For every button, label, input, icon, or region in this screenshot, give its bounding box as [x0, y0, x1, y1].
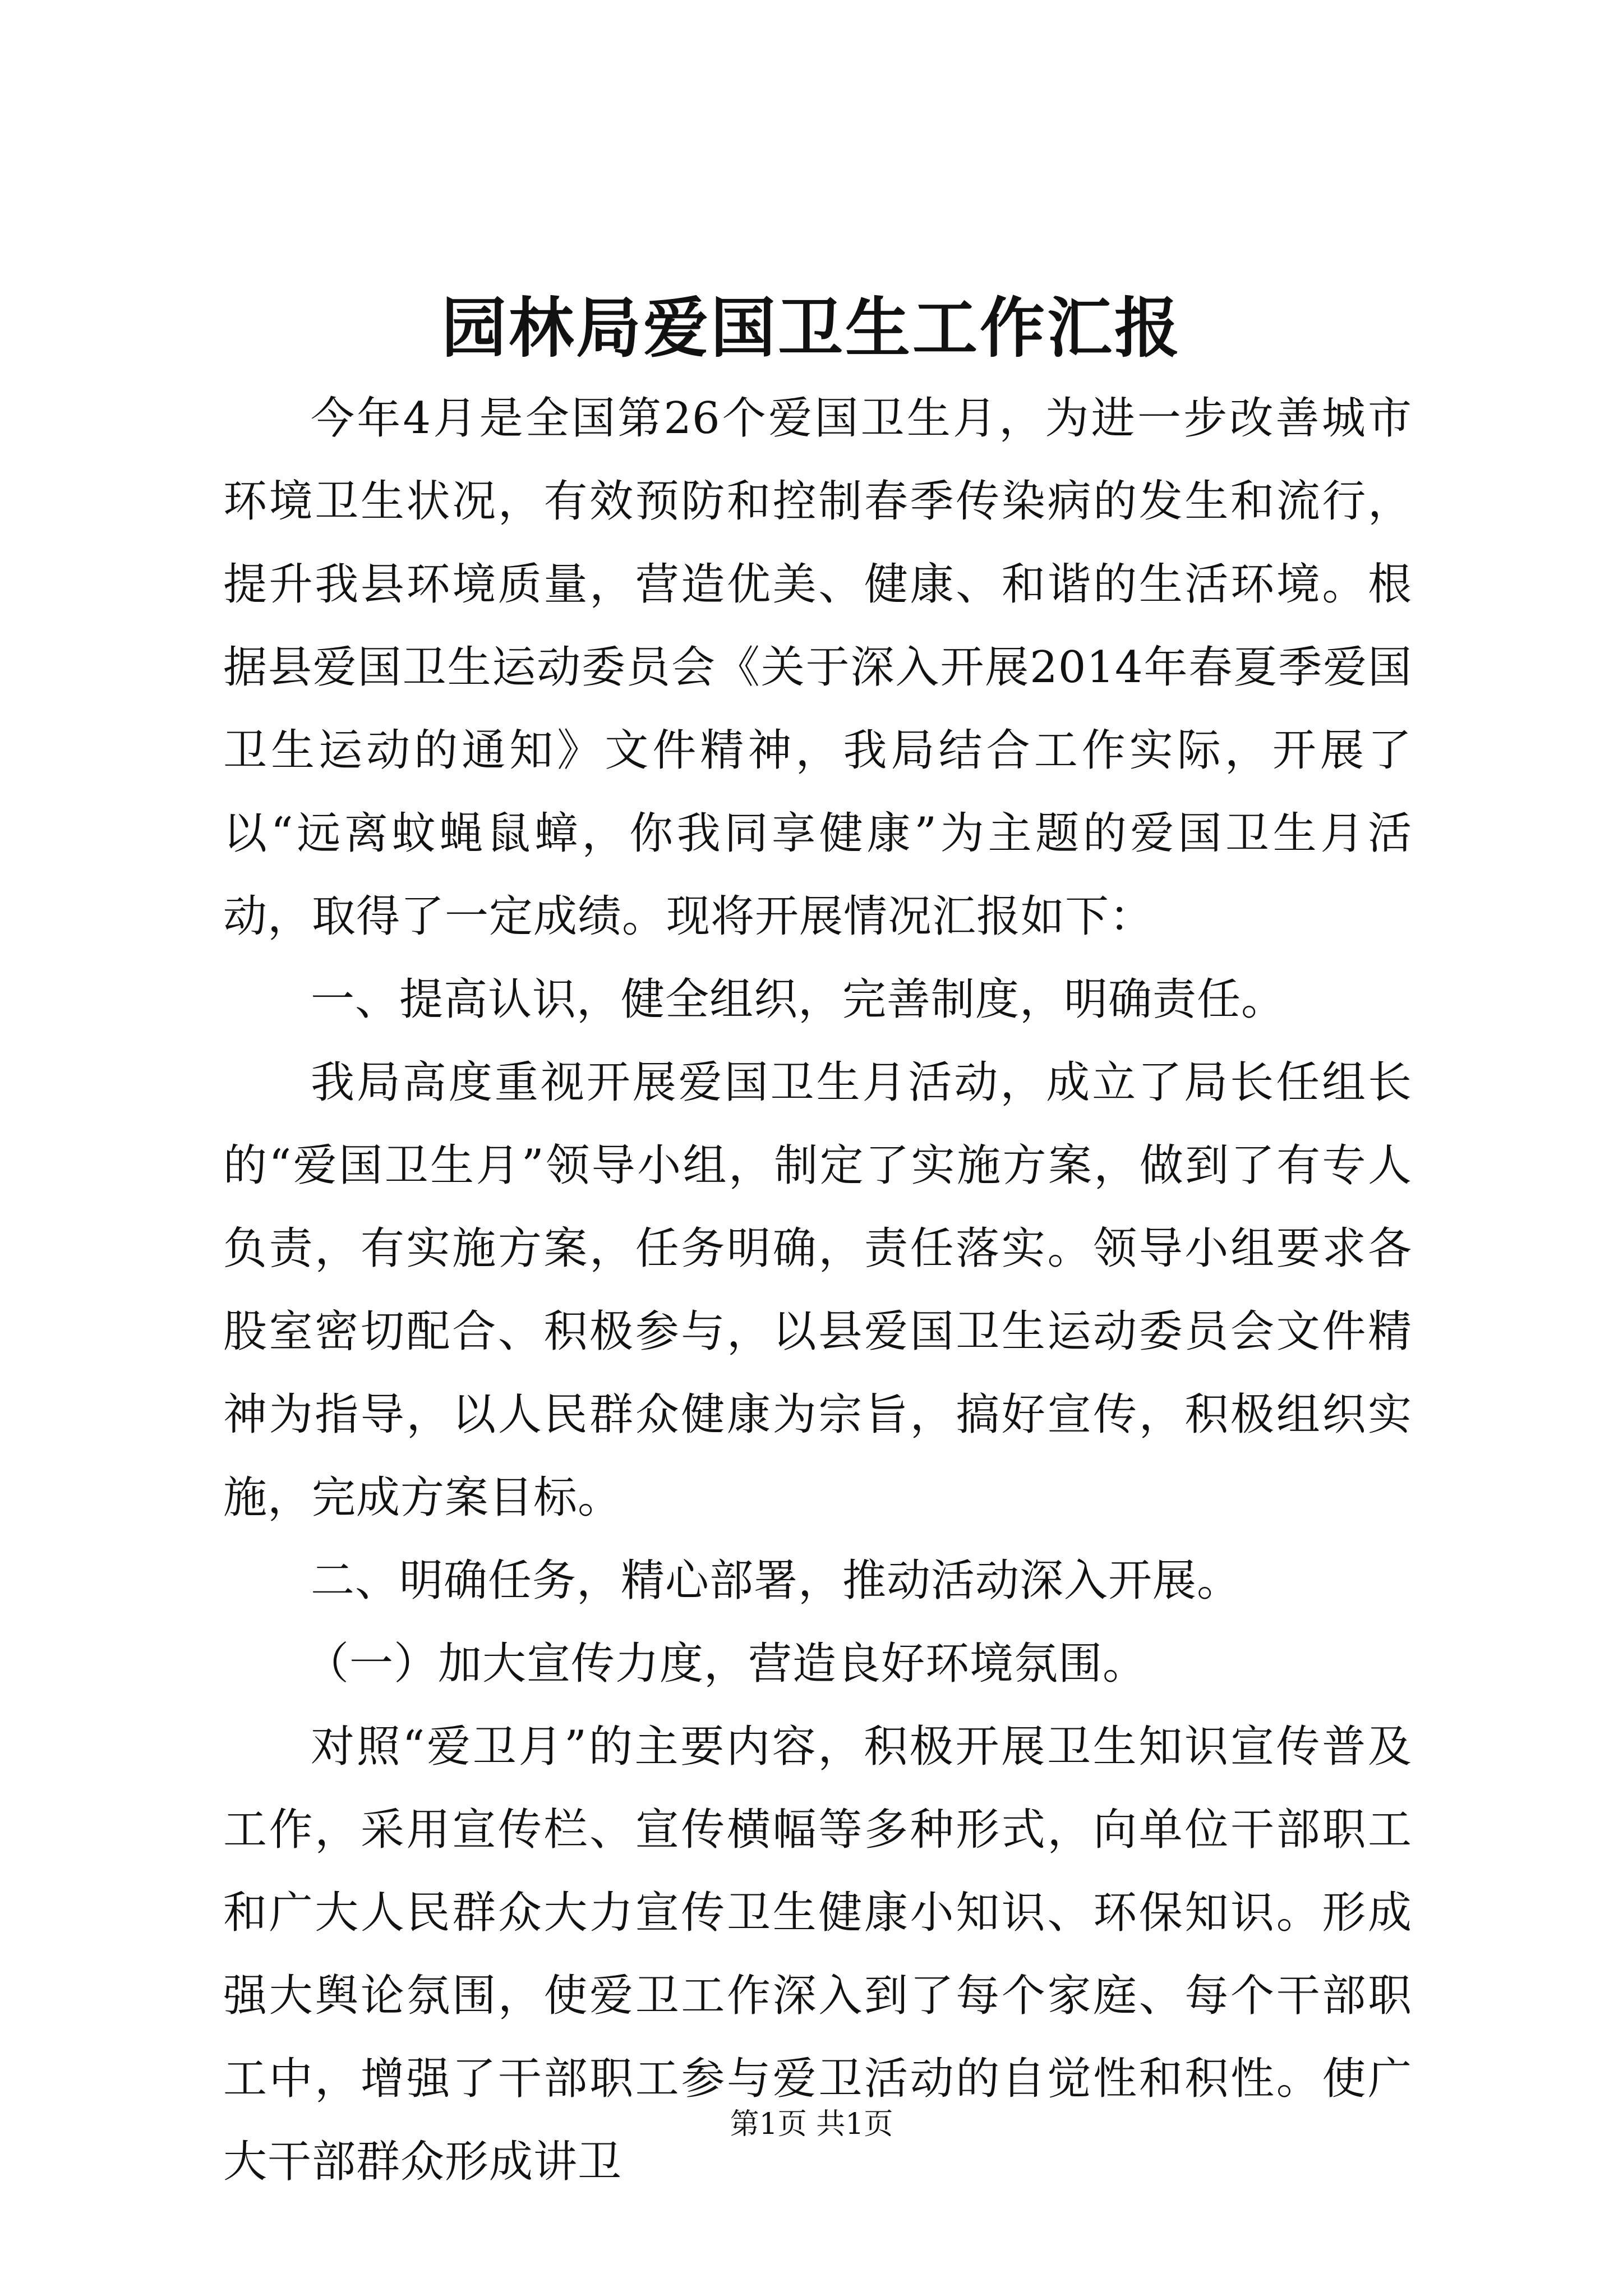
- document-body: [223, 377, 1412, 2203]
- page-number-footer: 第1页 共1页: [730, 2108, 893, 2141]
- section-1-paragraph: 我局高度重视开展爱国卫生月活动，成立了局长任组长的“爱国卫生月”领导小组，制定了实施方案，做到了有专人负责，有实施方案，任务明确，责任落实。领导小组要求各股室密切配合、积极参与，以县爱国卫生运动委员会文件精神为指导，以人民群众健康为宗旨，搞好宣传，积极组织实施，完成方案目标。: [223, 1057, 1412, 1523]
- subsection-heading-1: （一）加大宣传力度，营造良好环境氛围。: [305, 1639, 1147, 1689]
- section-heading-1: 一、提高认识，健全组织，完善制度，明确责任。: [311, 974, 1286, 1025]
- subsection-1-paragraph: 对照“爱卫月”的主要内容，积极开展卫生知识宣传普及工作，采用宣传栏、宣传横幅等多种形式，向单位干部职工和广大人民群众大力宣传卫生健康小知识、环保知识。形成强大舆论氛围，使爱卫工作深入到了每个家庭、每个干部职工中，增强了干部职工参与爱卫活动的自觉性和积性。使广大干部群众形成讲卫: [223, 1722, 1412, 2187]
- section-heading-2: 二、明确任务，精心部署，推动活动深入开展。: [311, 1556, 1242, 1606]
- document-title: 园林局爱国卫生工作汇报: [441, 290, 1182, 366]
- intro-paragraph: 今年4月是全国第26个爱国卫生月，为进一步改善城市环境卫生状况，有效预防和控制春季传染病的发生和流行，提升我县环境质量，营造优美、健康、和谐的生活环境。根据县爱国卫生运动委员会《关于深入开展2014年春夏季爱国卫生运动的通知》文件精神，我局结合工作实际，开展了以“远离蚊蝇鼠蟑，你我同享健康”为主题的爱国卫生月活动，取得了一定成绩。现将开展情况汇报如下：: [223, 393, 1412, 942]
